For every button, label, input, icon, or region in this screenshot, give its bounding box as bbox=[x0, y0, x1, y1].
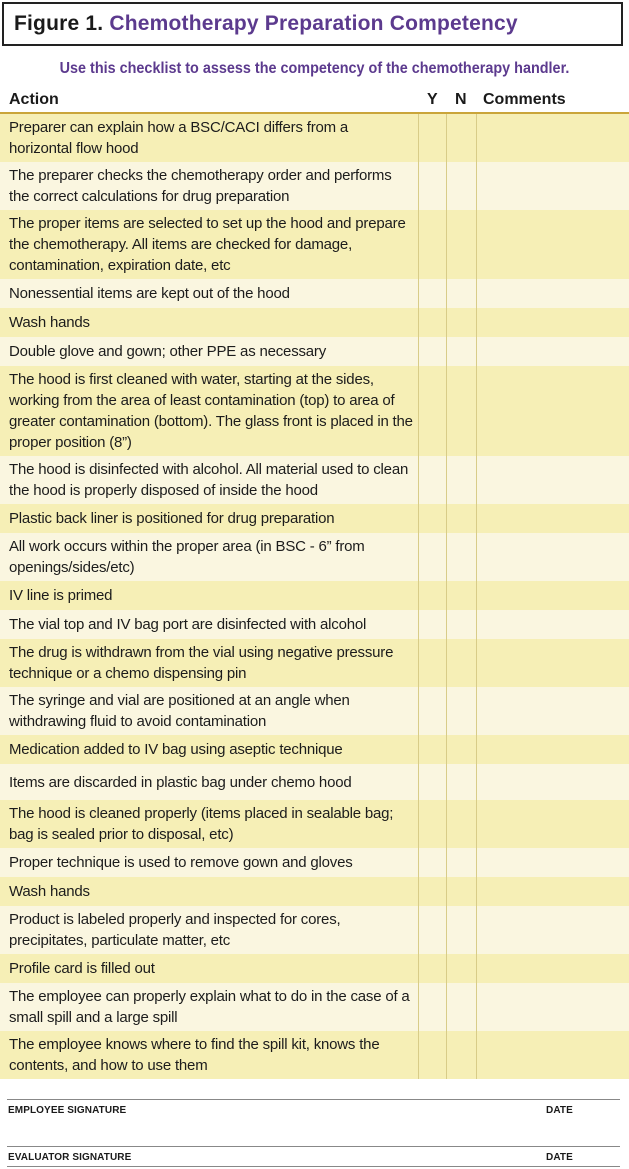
yes-cell[interactable] bbox=[418, 877, 446, 906]
figure-title: Chemotherapy Preparation Competency bbox=[109, 12, 518, 35]
table-row bbox=[0, 954, 629, 983]
table-row bbox=[0, 639, 629, 687]
no-cell[interactable] bbox=[446, 906, 476, 954]
no-cell[interactable] bbox=[446, 983, 476, 1031]
comments-cell[interactable] bbox=[476, 308, 629, 337]
checklist-table bbox=[0, 114, 629, 1079]
yes-cell[interactable] bbox=[418, 764, 446, 800]
comments-cell[interactable] bbox=[476, 162, 629, 210]
comments-cell[interactable] bbox=[476, 983, 629, 1031]
yes-cell[interactable] bbox=[418, 533, 446, 581]
table-row bbox=[0, 800, 629, 848]
action-cell: Wash hands bbox=[9, 314, 90, 331]
action-cell: All work occurs within the proper area (in BSC - 6” from openings/sides/etc) bbox=[9, 538, 365, 576]
column-header-comments: Comments bbox=[483, 91, 566, 108]
column-header-no: N bbox=[455, 91, 467, 108]
signature-rule bbox=[7, 1146, 620, 1147]
table-row bbox=[0, 906, 629, 954]
yes-cell[interactable] bbox=[418, 735, 446, 764]
no-cell[interactable] bbox=[446, 800, 476, 848]
no-cell[interactable] bbox=[446, 279, 476, 308]
table-row bbox=[0, 114, 629, 162]
figure-number: Figure 1. bbox=[14, 12, 104, 35]
no-cell[interactable] bbox=[446, 308, 476, 337]
no-cell[interactable] bbox=[446, 764, 476, 800]
table-row bbox=[0, 279, 629, 308]
yes-cell[interactable] bbox=[418, 162, 446, 210]
table-row bbox=[0, 337, 629, 366]
table-header bbox=[0, 88, 629, 112]
action-cell: Medication added to IV bag using aseptic technique bbox=[9, 741, 343, 758]
figure-title-box bbox=[2, 2, 623, 46]
action-cell: The hood is disinfected with alcohol. All material used to clean the hood is properly disposed of inside the hood bbox=[9, 461, 409, 499]
action-cell: Wash hands bbox=[9, 883, 90, 900]
signature-rule bbox=[7, 1099, 620, 1100]
table-row bbox=[0, 764, 629, 800]
action-cell: The syringe and vial are positioned at an angle when withdrawing fluid to avoid contamination bbox=[9, 692, 350, 730]
table-row bbox=[0, 366, 629, 456]
column-header-yes: Y bbox=[427, 91, 438, 108]
no-cell[interactable] bbox=[446, 366, 476, 456]
action-cell: Double glove and gown; other PPE as necessary bbox=[9, 343, 327, 360]
comments-cell[interactable] bbox=[476, 114, 629, 162]
yes-cell[interactable] bbox=[418, 800, 446, 848]
table-row bbox=[0, 504, 629, 533]
action-cell: The drug is withdrawn from the vial using negative pressure technique or a chemo dispensing pin bbox=[9, 644, 394, 682]
action-cell: The vial top and IV bag port are disinfected with alcohol bbox=[9, 616, 367, 633]
yes-cell[interactable] bbox=[418, 308, 446, 337]
action-cell: Nonessential items are kept out of the hood bbox=[9, 285, 290, 302]
yes-cell[interactable] bbox=[418, 906, 446, 954]
yes-cell[interactable] bbox=[418, 366, 446, 456]
action-cell: IV line is primed bbox=[9, 587, 113, 604]
no-cell[interactable] bbox=[446, 504, 476, 533]
no-cell[interactable] bbox=[446, 210, 476, 279]
yes-cell[interactable] bbox=[418, 337, 446, 366]
employee-date-label: DATE bbox=[546, 1105, 573, 1116]
yes-cell[interactable] bbox=[418, 610, 446, 639]
no-cell[interactable] bbox=[446, 456, 476, 504]
comments-cell[interactable] bbox=[476, 906, 629, 954]
evaluator-signature-label: EVALUATOR SIGNATURE bbox=[8, 1152, 132, 1163]
table-row bbox=[0, 983, 629, 1031]
comments-cell[interactable] bbox=[476, 279, 629, 308]
action-cell: The hood is cleaned properly (items placed in sealable bag; bag is sealed prior to disposal, etc) bbox=[9, 805, 394, 843]
table-row bbox=[0, 456, 629, 504]
no-cell[interactable] bbox=[446, 1031, 476, 1079]
table-row bbox=[0, 610, 629, 639]
no-cell[interactable] bbox=[446, 954, 476, 983]
comments-cell[interactable] bbox=[476, 1031, 629, 1079]
no-cell[interactable] bbox=[446, 337, 476, 366]
action-cell: Plastic back liner is positioned for drug preparation bbox=[9, 510, 335, 527]
table-row bbox=[0, 1031, 629, 1079]
comments-cell[interactable] bbox=[476, 456, 629, 504]
action-cell: Profile card is filled out bbox=[9, 960, 155, 977]
table-row bbox=[0, 162, 629, 210]
action-cell: The employee knows where to find the spill kit, knows the contents, and how to use them bbox=[9, 1036, 380, 1074]
comments-cell[interactable] bbox=[476, 848, 629, 877]
yes-cell[interactable] bbox=[418, 1031, 446, 1079]
action-cell: The hood is first cleaned with water, starting at the sides, working from the area of least contamination (top) to area of greater contamination (bottom). The glass front is placed in the proper position (8”) bbox=[9, 371, 413, 451]
no-cell[interactable] bbox=[446, 581, 476, 610]
comments-cell[interactable] bbox=[476, 800, 629, 848]
comments-cell[interactable] bbox=[476, 210, 629, 279]
employee-signature-label: EMPLOYEE SIGNATURE bbox=[8, 1105, 127, 1116]
no-cell[interactable] bbox=[446, 610, 476, 639]
no-cell[interactable] bbox=[446, 639, 476, 687]
no-cell[interactable] bbox=[446, 877, 476, 906]
comments-cell[interactable] bbox=[476, 504, 629, 533]
comments-cell[interactable] bbox=[476, 639, 629, 687]
comments-cell[interactable] bbox=[476, 581, 629, 610]
no-cell[interactable] bbox=[446, 735, 476, 764]
yes-cell[interactable] bbox=[418, 848, 446, 877]
comments-cell[interactable] bbox=[476, 954, 629, 983]
bottom-rule bbox=[7, 1166, 620, 1167]
table-row bbox=[0, 581, 629, 610]
yes-cell[interactable] bbox=[418, 639, 446, 687]
comments-cell[interactable] bbox=[476, 610, 629, 639]
no-cell[interactable] bbox=[446, 533, 476, 581]
comments-cell[interactable] bbox=[476, 337, 629, 366]
action-cell: The preparer checks the chemotherapy order and performs the correct calculations for drug preparation bbox=[9, 167, 392, 205]
table-row bbox=[0, 533, 629, 581]
no-cell[interactable] bbox=[446, 162, 476, 210]
yes-cell[interactable] bbox=[418, 983, 446, 1031]
table-row bbox=[0, 687, 629, 735]
comments-cell[interactable] bbox=[476, 687, 629, 735]
employee-signature-line[interactable] bbox=[7, 1099, 620, 1119]
yes-cell[interactable] bbox=[418, 687, 446, 735]
yes-cell[interactable] bbox=[418, 279, 446, 308]
yes-cell[interactable] bbox=[418, 581, 446, 610]
comments-cell[interactable] bbox=[476, 366, 629, 456]
action-cell: The employee can properly explain what to do in the case of a small spill and a large spill bbox=[9, 988, 410, 1026]
evaluator-signature-line[interactable] bbox=[7, 1146, 620, 1166]
comments-cell[interactable] bbox=[476, 877, 629, 906]
column-header-action: Action bbox=[9, 91, 59, 108]
no-cell[interactable] bbox=[446, 114, 476, 162]
table-row bbox=[0, 210, 629, 279]
table-row bbox=[0, 877, 629, 906]
action-cell: Product is labeled properly and inspected for cores, precipitates, particulate matter, etc bbox=[9, 911, 341, 949]
table-row bbox=[0, 308, 629, 337]
yes-cell[interactable] bbox=[418, 504, 446, 533]
table-row bbox=[0, 735, 629, 764]
no-cell[interactable] bbox=[446, 848, 476, 877]
yes-cell[interactable] bbox=[418, 456, 446, 504]
evaluator-date-label: DATE bbox=[546, 1152, 573, 1163]
instruction-text: Use this checklist to assess the competency of the chemotherapy handler. bbox=[59, 60, 570, 77]
yes-cell[interactable] bbox=[418, 114, 446, 162]
table-row bbox=[0, 848, 629, 877]
comments-cell[interactable] bbox=[476, 735, 629, 764]
action-cell: Items are discarded in plastic bag under chemo hood bbox=[9, 773, 352, 791]
no-cell[interactable] bbox=[446, 687, 476, 735]
action-cell: Preparer can explain how a BSC/CACI differs from a horizontal flow hood bbox=[9, 119, 349, 157]
action-cell: Proper technique is used to remove gown and gloves bbox=[9, 854, 353, 871]
comments-cell[interactable] bbox=[476, 533, 629, 581]
yes-cell[interactable] bbox=[418, 954, 446, 983]
yes-cell[interactable] bbox=[418, 210, 446, 279]
comments-cell[interactable] bbox=[476, 764, 629, 800]
action-cell: The proper items are selected to set up the hood and prepare the chemotherapy. All items are checked for damage, contamination, expiration date, etc bbox=[9, 215, 406, 274]
